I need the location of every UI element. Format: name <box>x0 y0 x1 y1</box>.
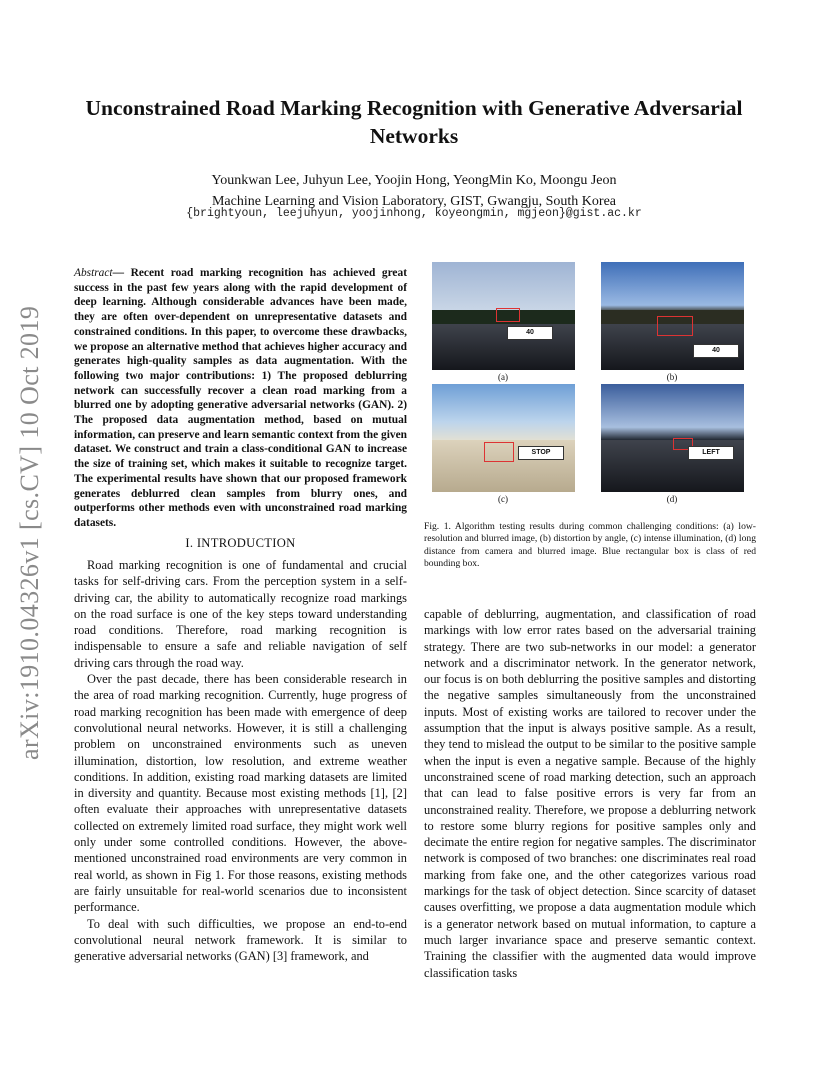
paragraph: Road marking recognition is one of fundamental and crucial tasks for self-driving cars. From the perception system in a self-driving car, the ability to automatically recognize road markings on the road surface is one of the key steps toward understanding road conditions. Therefore, road marking recognition is indispensable to ensure a safe and reliable navigation of self driving cars through the road way. <box>74 558 407 670</box>
panel-label: 40 <box>507 326 553 340</box>
figure-1 <box>424 262 756 504</box>
panel-label: LEFT <box>688 446 734 460</box>
panel-caption: (b) <box>666 372 678 382</box>
panel-label: STOP <box>518 446 564 460</box>
section-heading-introduction: I. INTRODUCTION <box>185 536 296 550</box>
author-block <box>60 170 768 212</box>
author-emails: {brightyoun, leejuhyun, yoojinhong, koyeongmin, mgjeon}@gist.ac.kr <box>186 207 642 220</box>
paragraph: capable of deblurring, augmentation, and classification of road markings with low error rates based on the adversarial training strategy. There are two sub-networks in our model: a generator network and a discriminator network. In the generator network, our focus is on both deblurring the positive samples and distorting the negative samples simultaneously from the unconstrained inputs. Most of existing works are tailored to recover under the assumption that the input is always positive sample. As a result, they tend to mislead the output to be similar to the positive sample when the input is even a negative sample. Because of the highly unconstrained scene of road marking detection, such an approach that can lead to false positive errors is very far from an unconstrained reality. Therefore, we propose a deblurring network to restore some blurry regions for positive samples only and decimate the entire region for negative samples. The discriminator network is composed of two branches: one discriminates real road marking from fake one, and the other categorizes various road markings for the task of object detection. Since scarcity of dataset causes overfitting, we propose a data augmentation module which is a generator network based on mutual information, to capture a much larger invariance space and preserve semantic context. Training the classifier with the augmented data would improve classification tasks <box>424 607 756 980</box>
figure-panel-a <box>432 262 575 370</box>
abstract <box>74 266 407 531</box>
figure-panel-d <box>601 384 744 492</box>
abstract-dash: — <box>112 267 131 279</box>
author-affiliation: Machine Learning and Vision Laboratory, GIST, Gwangju, South Korea <box>211 194 617 209</box>
figure-panel-b <box>601 262 744 370</box>
panel-caption: (a) <box>498 372 508 382</box>
arxiv-id: arXiv:1910.04326v1 [cs.CV] 10 Oct 2019 <box>15 305 44 760</box>
author-names: Younkwan Lee, Juhyun Lee, Yoojin Hong, YeongMin Ko, Moongu Jeon <box>211 173 617 188</box>
figure-panel-c <box>432 384 575 492</box>
abstract-text: Recent road marking recognition has achieved great success in the past few years along with the rapid development of deep learning. Although considerable advances have been made, they are often over-dependent on unrepresentative datasets and constrained conditions. In this paper, to overcome these drawbacks, we propose an alternative method that achieves higher accuracy and generates high-quality samples as data augmentation. With the following two major contributions: 1) The proposed deblurring network can successfully recover a clean road marking from a blurred one by adopting generative adversarial networks (GAN). 2) The proposed data augmentation method, based on mutual information, can preserve and learn semantic context from the given dataset. We construct and train a class-conditional GAN to increase the size of training set, which makes it suitable to recognize target. The experimental results have shown that our proposed framework generates deblurred clean samples from blurry ones, and outperforms other methods even with unconstrained road marking datasets. <box>74 267 407 529</box>
paragraph: To deal with such difficulties, we propose an end-to-end convolutional neural network framework. It is similar to generative adversarial networks (GAN) [3] framework, and <box>74 916 407 964</box>
figure-caption: Fig. 1. Algorithm testing results during common challenging conditions: (a) low-resolution and blurred image, (b) distortion by angle, (c) intense illumination, (d) long distance from camera and blurred image. Blue rectangular box is class of red bounding box. <box>424 521 756 570</box>
left-column-body <box>74 557 407 964</box>
right-column-body <box>424 606 756 981</box>
paragraph: Over the past decade, there has been considerable research in the area of road marking recognition. Currently, huge progress of road marking recognition has been made with emergence of deep convolutional neural networks. However, it is still a challenging problem on unconstrained environments such as uneven illumination, distortion, low resolution, and extreme weather conditions. In addition, existing road marking datasets are limited in diversity and quantity. Because most existing methods [1], [2] often evaluate their approaches with unrepresentative datasets collected on extremely limited road surface, they might work well only under some controlled conditions. However, the above-mentioned unconstrained road environments are very common in real world, as shown in Fig 1. For those reasons, existing methods are fairly unsuitable for real-world scenarios due to inconsistent performance. <box>74 672 407 915</box>
panel-label: 40 <box>693 344 739 358</box>
panel-caption: (d) <box>666 494 678 504</box>
abstract-label: Abstract <box>74 267 113 279</box>
paper-title: Unconstrained Road Marking Recognition with Generative Adversarial Networks <box>85 96 743 148</box>
panel-caption: (c) <box>498 494 508 504</box>
